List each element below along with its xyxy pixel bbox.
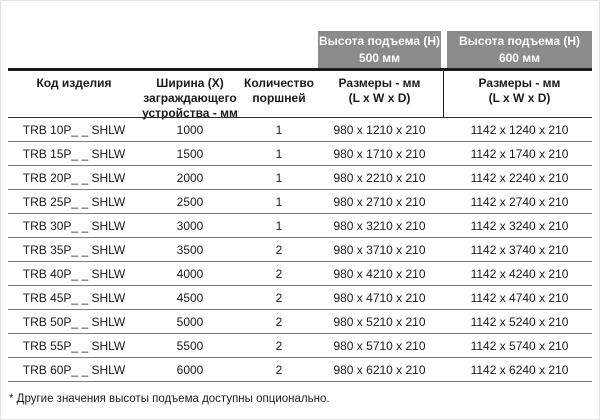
cell-product-code: TRB 60P_ _ SHLW [22,362,126,377]
table-row [8,118,592,142]
cell-dimensions-600: 1142 x 5740 x 210 [470,338,569,353]
cell-width: 3000 [176,218,204,233]
cell-dimensions-500: 980 x 4710 x 210 [333,290,426,305]
cell-dimensions-600: 1142 x 2740 x 210 [470,194,569,209]
cell-width: 2500 [176,194,204,209]
cell-dimensions-500: 980 x 3210 x 210 [333,218,426,233]
cell-dimensions-500: 980 x 2710 x 210 [333,194,426,209]
column-header-row [8,71,592,118]
cell-dimensions-600: 1142 x 1240 x 210 [470,122,569,137]
column-header-pistons: Количество поршней [244,76,314,105]
cell-dimensions-600: 1142 x 6240 x 210 [470,362,569,377]
footnote: * Другие значения высоты подъема доступны опционально. [9,393,330,405]
table-row [8,166,592,190]
lift-height-600-line2: 600 мм [498,51,541,65]
cell-dimensions-500: 980 x 1210 x 210 [333,122,426,137]
cell-product-code: TRB 25P_ _ SHLW [22,194,126,209]
table-row [8,310,592,334]
cell-width: 6000 [176,362,204,377]
cell-dimensions-500: 980 x 3710 x 210 [333,242,426,257]
cell-product-code: TRB 35P_ _ SHLW [22,242,126,257]
cell-width: 1000 [176,122,204,137]
cell-dimensions-600: 1142 x 2240 x 210 [470,170,569,185]
table-row [8,142,592,166]
cell-product-code: TRB 20P_ _ SHLW [22,170,126,185]
cell-piston-count: 1 [275,194,283,209]
lift-height-600-line1: Высота подъема (H) [458,34,581,48]
column-header-code: Код изделия [36,76,112,90]
cell-width: 5500 [176,338,204,353]
lift-height-500-line2: 500 мм [358,51,401,65]
cell-dimensions-500: 980 x 6210 x 210 [333,362,426,377]
cell-dimensions-600: 1142 x 3740 x 210 [470,242,569,257]
table-row [8,286,592,310]
cell-width: 4500 [176,290,204,305]
column-header-width: Ширина (X) заграждающего устройства - мм [142,76,238,120]
table-row [8,214,592,238]
column-header-dims-600: Размеры - мм (L x W x D) [478,76,561,105]
cell-dimensions-600: 1142 x 3240 x 210 [470,218,569,233]
cell-dimensions-500: 980 x 2210 x 210 [333,170,426,185]
table-row [8,238,592,262]
lift-height-banner-row [8,31,592,68]
cell-width: 1500 [176,146,204,161]
cell-width: 3500 [176,242,204,257]
cell-product-code: TRB 40P_ _ SHLW [22,266,126,281]
cell-piston-count: 1 [275,146,283,161]
cell-dimensions-600: 1142 x 4240 x 210 [470,266,569,281]
table-row [8,190,592,214]
cell-dimensions-500: 980 x 5710 x 210 [333,338,426,353]
cell-width: 4000 [176,266,204,281]
spec-table [8,31,592,382]
column-divider [441,71,447,117]
cell-dimensions-600: 1142 x 1740 x 210 [470,146,569,161]
cell-dimensions-500: 980 x 1710 x 210 [333,146,426,161]
lift-height-600-header [447,31,592,68]
table-row [8,334,592,358]
cell-piston-count: 2 [275,290,283,305]
cell-width: 5000 [176,314,204,329]
cell-product-code: TRB 10P_ _ SHLW [22,122,126,137]
cell-piston-count: 2 [275,362,283,377]
cell-product-code: TRB 15P_ _ SHLW [22,146,126,161]
cell-piston-count: 2 [275,266,283,281]
cell-piston-count: 1 [275,122,283,137]
cell-product-code: TRB 30P_ _ SHLW [22,218,126,233]
cell-dimensions-600: 1142 x 4740 x 210 [470,290,569,305]
cell-piston-count: 2 [275,242,283,257]
cell-piston-count: 1 [275,170,283,185]
cell-piston-count: 2 [275,338,283,353]
table-body [8,118,592,382]
table-row [8,358,592,382]
cell-dimensions-600: 1142 x 5240 x 210 [470,314,569,329]
lift-height-500-header [318,31,441,68]
banner-spacer [8,31,318,68]
cell-product-code: TRB 50P_ _ SHLW [22,314,126,329]
cell-product-code: TRB 55P_ _ SHLW [22,338,126,353]
table-row [8,262,592,286]
cell-piston-count: 1 [275,218,283,233]
cell-product-code: TRB 45P_ _ SHLW [22,290,126,305]
cell-piston-count: 2 [275,314,283,329]
cell-dimensions-500: 980 x 5210 x 210 [333,314,426,329]
cell-width: 2000 [176,170,204,185]
lift-height-500-line1: Высота подъема (H) [318,34,441,48]
column-header-dims-500: Размеры - мм (L x W x D) [338,76,421,105]
cell-dimensions-500: 980 x 4210 x 210 [333,266,426,281]
